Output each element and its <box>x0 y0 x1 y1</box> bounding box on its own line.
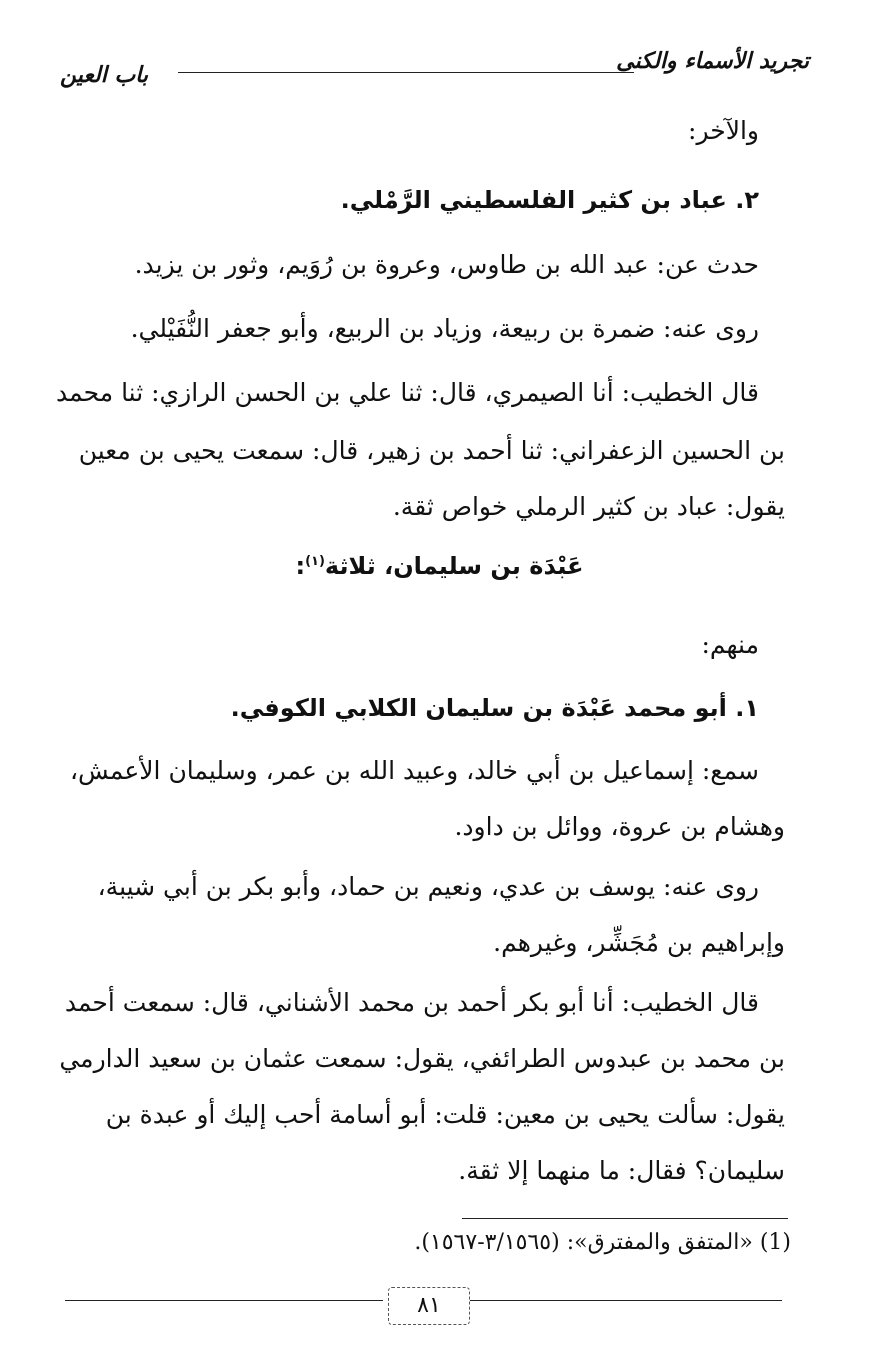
person2-khatib-line-3: يقول: عباد بن كثير الرملي خواص ثقة. <box>392 492 785 521</box>
person1-khatib-line-3: يقول: سألت يحيى بن معين: قلت: أبو أسامة أحب إليك أو عبدة بن <box>105 1100 785 1129</box>
person1-narrators-line-2: وإبراهيم بن مُجَشِّر، وغيرهم. <box>493 928 785 957</box>
footnote-text: «المتفق والمفترق»: (٣/١٥٦٥-١٥٦٧). <box>414 1230 753 1255</box>
footer-rule-right <box>470 1300 782 1301</box>
person2-heading: ٢. عباد بن كثير الفلسطيني الرَّمْلي. <box>340 186 759 214</box>
header-chapter-title: باب العين <box>60 62 149 88</box>
person1-narrators-line-1: روى عنه: يوسف بن عدي، ونعيم بن حماد، وأبو بكر بن أبي شيبة، <box>97 872 759 901</box>
footer-rule-left <box>65 1300 383 1301</box>
person1-khatib-line-2: بن محمد بن عبدوس الطرائفي، يقول: سمعت عثمان بن سعيد الدارمي <box>59 1044 785 1073</box>
person2-khatib-line-2: بن الحسين الزعفراني: ثنا أحمد بن زهير، قال: سمعت يحيى بن معين <box>78 436 785 465</box>
footnote-separator <box>462 1218 788 1219</box>
footnote-marker: (1) <box>759 1230 791 1255</box>
intro-line: والآخر: <box>688 116 759 145</box>
person2-heard-line: حدث عن: عبد الله بن طاوس، وعروة بن رُوَيم، وثور بن يزيد. <box>134 250 759 279</box>
person1-khatib-line-4: سليمان؟ فقال: ما منهما إلا ثقة. <box>458 1156 785 1185</box>
running-header <box>60 42 809 92</box>
person1-heading: ١. أبو محمد عَبْدَة بن سليمان الكلابي الكوفي. <box>230 694 759 722</box>
person1-heard-line-2: وهشام بن عروة، ووائل بن داود. <box>454 812 785 841</box>
footnote-reference[interactable]: (١) <box>305 554 325 569</box>
footnote <box>414 1230 791 1255</box>
section-heading <box>0 552 879 580</box>
header-book-title: تجريد الأسماء والكنى <box>616 48 809 74</box>
person2-khatib-line-1: قال الخطيب: أنا الصيمري، قال: ثنا علي بن الحسن الرازي: ثنا محمد <box>56 378 759 407</box>
minhum-line: منهم: <box>701 630 759 659</box>
person1-khatib-line-1: قال الخطيب: أنا أبو بكر أحمد بن محمد الأشناني، قال: سمعت أحمد <box>64 988 759 1017</box>
person2-narrators-line: روى عنه: ضمرة بن ربيعة، وزياد بن الربيع، وأبو جعفر النُّفَيْلي. <box>130 314 759 343</box>
section-heading-colon: : <box>295 552 306 580</box>
page-number: ٨١ <box>388 1287 470 1325</box>
header-rule <box>178 72 634 73</box>
person1-heard-line-1: سمع: إسماعيل بن أبي خالد، وعبيد الله بن عمر، وسليمان الأعمش، <box>69 756 759 785</box>
section-heading-text: عَبْدَة بن سليمان، ثلاثة <box>324 552 584 580</box>
